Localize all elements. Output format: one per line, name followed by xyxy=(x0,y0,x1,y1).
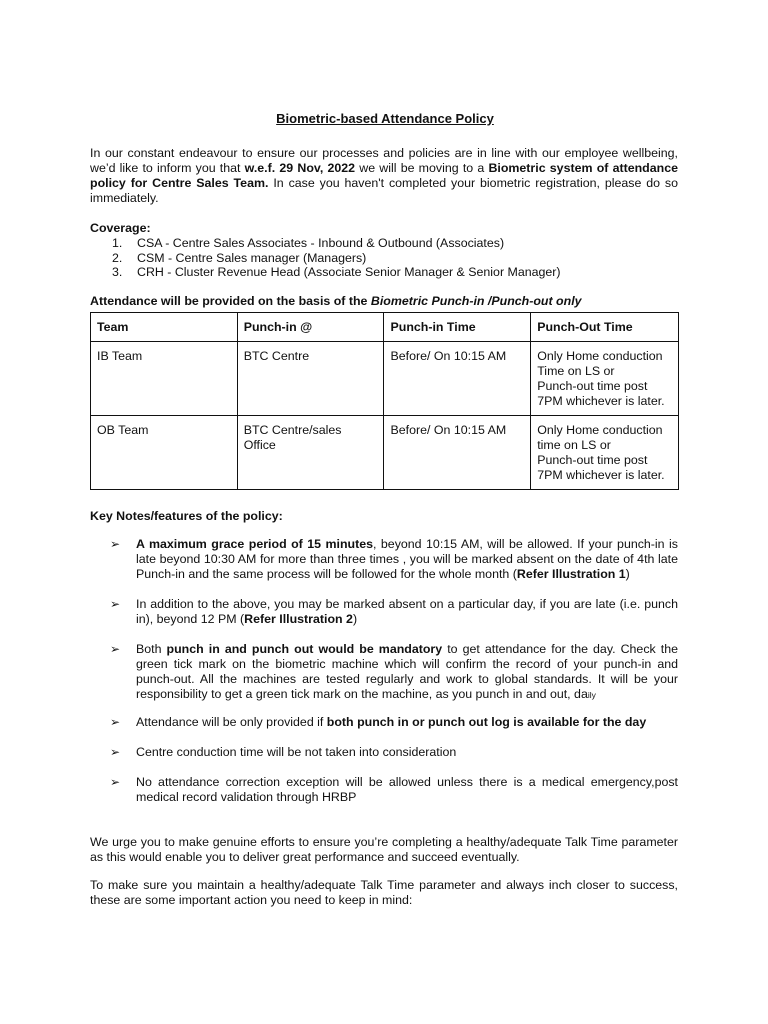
document-title: Biometric-based Attendance Policy xyxy=(276,111,494,126)
closing-paragraph-2: To make sure you maintain a healthy/adequate Talk Time parameter and always inch closer to success, these are some important action you need to keep in mind: xyxy=(90,878,678,907)
coverage-item-text: CSM - Centre Sales manager (Managers) xyxy=(137,250,367,265)
punch-in-at-cell xyxy=(237,416,384,490)
table-header-cell: Punch-Out Time xyxy=(531,313,679,342)
note-bold: Refer Illustration 2 xyxy=(244,612,353,626)
table-row xyxy=(91,342,679,416)
punch-in-time-cell: Before/ On 10:15 AM xyxy=(384,416,531,490)
note-text: ) xyxy=(625,567,630,581)
table-header-cell: Punch-in @ xyxy=(237,313,384,342)
key-note-item xyxy=(110,775,678,805)
note-text: Attendance will be only provided if xyxy=(136,715,327,729)
punch-in-at-line: Office xyxy=(243,438,276,452)
punch-out-line: Time on LS or xyxy=(537,364,615,378)
punch-out-line: Only Home conduction xyxy=(537,423,663,437)
punch-out-line: Only Home conduction xyxy=(537,349,663,363)
coverage-item-number: 1. xyxy=(112,236,123,250)
team-cell: IB Team xyxy=(91,342,238,416)
punch-in-time-cell: Before/ On 10:15 AM xyxy=(384,342,531,416)
note-bold: both punch in or punch out log is available for the day xyxy=(326,715,647,729)
arrow-bullet-icon: ➢ xyxy=(110,775,121,789)
key-note-text xyxy=(136,715,678,730)
team-cell: OB Team xyxy=(91,416,238,490)
note-text: In addition to the above, you may be marked absent on a particular day, if you are late (i.e. punch in), beyond 12 PM ( xyxy=(136,597,678,626)
punch-in-at-cell: BTC Centre xyxy=(237,342,384,416)
punch-out-line: time on LS or xyxy=(537,438,611,452)
note-text: to get attendance for the day. Check the green tick mark on the biometric machine which will confirm the record of your punch-in and punch-out. All the machines are tested regularly and work to global standards. It will be your responsibility to get a green tick mark on the machine, as you punch in and out, da xyxy=(136,642,678,701)
coverage-item xyxy=(90,236,678,251)
attendance-heading-italic: Biometric Punch-in /Punch-out only xyxy=(370,294,582,308)
biometric-system-highlight: Biometric system of attendance policy for Centre Sales Team. xyxy=(90,161,678,190)
arrow-bullet-icon: ➢ xyxy=(110,597,121,611)
punch-out-line: Punch-out time post xyxy=(537,379,648,393)
key-note-text xyxy=(136,642,678,703)
coverage-item-number: 2. xyxy=(112,250,123,265)
attendance-table xyxy=(90,312,679,490)
intro-text-1: In our constant endeavour to ensure our processes and policies are in line with our employee wellbeing, we’d like to inform you that xyxy=(90,146,678,175)
attendance-heading-text: Attendance will be provided on the basis of the xyxy=(90,294,371,308)
key-note-item xyxy=(110,715,678,730)
punch-out-line: 7PM whichever is later. xyxy=(537,394,665,408)
arrow-bullet-icon: ➢ xyxy=(110,745,121,759)
intro-paragraph xyxy=(90,146,678,206)
note-text: ) xyxy=(352,612,358,626)
coverage-list xyxy=(90,236,678,280)
note-bold: punch in and punch out would be mandatory xyxy=(166,642,443,656)
punch-out-time-cell xyxy=(531,416,679,490)
punch-in-at-line: BTC Centre/sales xyxy=(243,423,342,437)
key-notes-heading: Key Notes/features of the policy: xyxy=(90,509,283,523)
key-note-text xyxy=(136,597,678,627)
table-header-row xyxy=(91,313,679,342)
coverage-item-text: CSA - Centre Sales Associates - Inbound & Outbound (Associates) xyxy=(137,236,505,250)
note-text: , beyond 10:15 AM, will be allowed. If your punch-in is late beyond 10:30 AM for more than three times , you will be marked absent on the date of 4th late Punch-in and the same process will be followed for the whole month ( xyxy=(136,537,678,581)
key-note-item xyxy=(110,745,678,760)
key-note-item xyxy=(110,642,678,703)
effective-date: w.e.f. 29 Nov, 2022 xyxy=(244,161,356,175)
punch-out-time-cell xyxy=(531,342,679,416)
key-note-item xyxy=(110,597,678,627)
table-header-cell: Punch-in Time xyxy=(384,313,531,342)
key-note-text xyxy=(136,537,678,582)
arrow-bullet-icon: ➢ xyxy=(110,642,121,656)
key-note-item xyxy=(110,537,678,582)
coverage-item xyxy=(90,251,678,266)
table-header-cell: Team xyxy=(91,313,238,342)
coverage-item-text: CRH - Cluster Revenue Head (Associate Senior Manager & Senior Manager) xyxy=(137,265,561,279)
punch-out-line: Punch-out time post xyxy=(537,453,648,467)
coverage-item xyxy=(90,265,678,280)
table-row xyxy=(91,416,679,490)
punch-out-line: 7PM whichever is later. xyxy=(537,468,665,482)
intro-text-3: In case you haven't completed your biometric registration, please do so immediately. xyxy=(90,176,679,205)
coverage-heading: Coverage: xyxy=(90,221,151,235)
note-text: Both xyxy=(136,642,167,656)
closing-paragraph-1: We urge you to make genuine efforts to ensure you’re completing a healthy/adequate Talk Time parameter as this would enable you to deliver great performance and succeed eventually. xyxy=(90,835,678,864)
attendance-heading xyxy=(90,294,678,309)
arrow-bullet-icon: ➢ xyxy=(110,537,121,551)
key-note-text: Centre conduction time will be not taken into consideration xyxy=(136,745,457,759)
note-bold: Refer Illustration 1 xyxy=(516,567,626,581)
intro-text-2: we will be moving to a xyxy=(355,161,489,175)
note-bold: A maximum grace period of 15 minutes xyxy=(136,537,374,551)
note-text-small: ily xyxy=(587,690,596,700)
arrow-bullet-icon: ➢ xyxy=(110,715,121,729)
coverage-item-number: 3. xyxy=(112,265,123,279)
key-note-text: No attendance correction exception will be allowed unless there is a medical emergency,post medical record validation through HRBP xyxy=(136,775,678,804)
